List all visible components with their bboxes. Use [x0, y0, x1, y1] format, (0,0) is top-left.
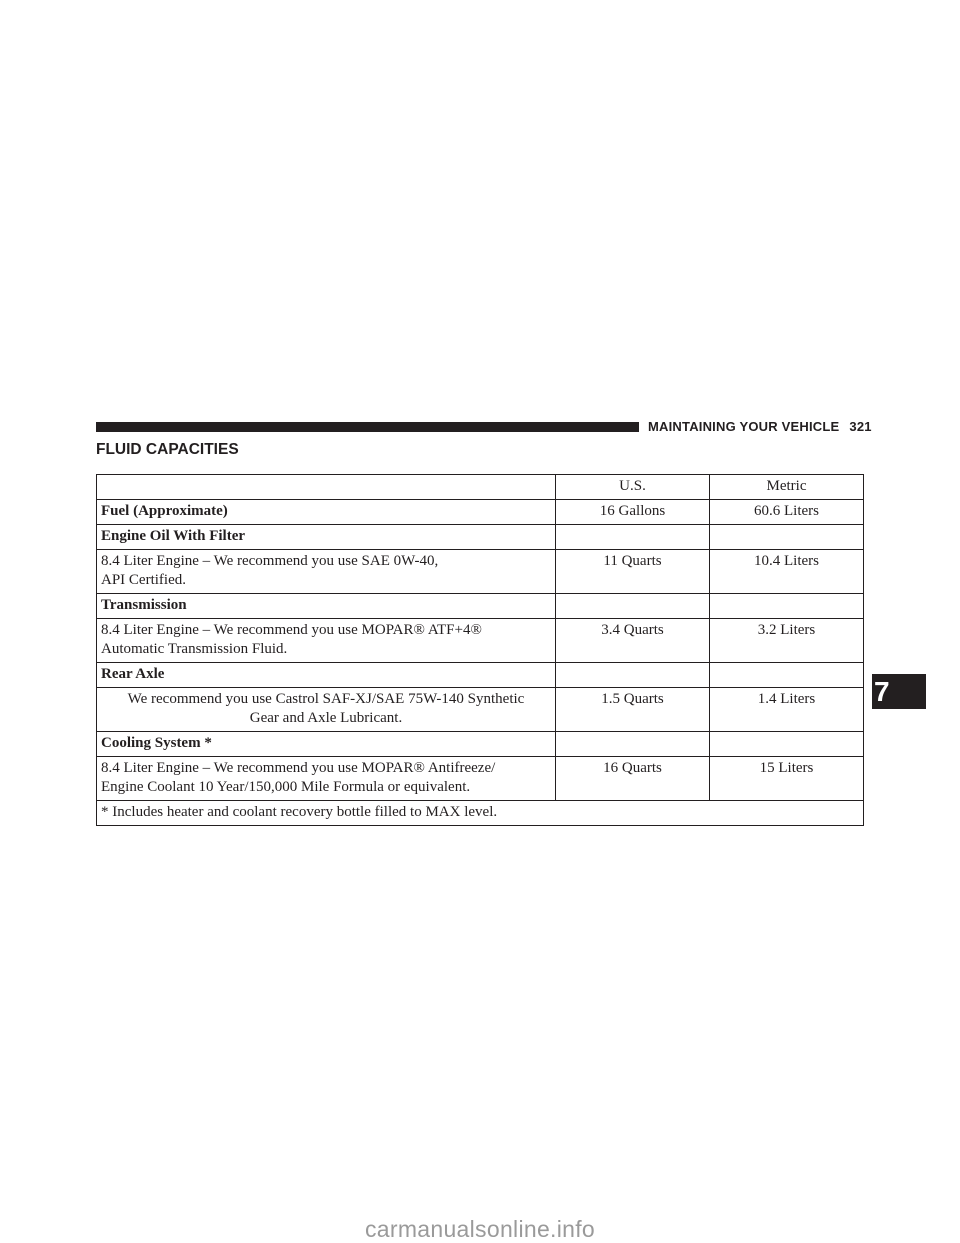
table-row: [97, 663, 864, 688]
table-row: [97, 550, 864, 594]
row-label: Engine Oil With Filter: [97, 525, 556, 550]
fluid-capacities-table: [96, 474, 864, 826]
table-row: [97, 525, 864, 550]
description-line: 8.4 Liter Engine – We recommend you use MOPAR® Antifreeze/: [101, 760, 496, 776]
section-label: MAINTAINING YOUR VEHICLE: [648, 419, 840, 434]
metric-value: [710, 525, 864, 550]
watermark: carmanualsonline.info: [364, 1216, 596, 1242]
table-row: [97, 732, 864, 757]
row-label: Rear Axle: [97, 663, 556, 688]
header-cell-us: U.S.: [556, 475, 710, 500]
header-cell-metric: Metric: [710, 475, 864, 500]
metric-value: 10.4 Liters: [710, 550, 864, 594]
us-value: 3.4 Quarts: [556, 619, 710, 663]
row-label: Transmission: [97, 594, 556, 619]
row-label: Cooling System *: [97, 732, 556, 757]
metric-value: 1.4 Liters: [710, 688, 864, 732]
us-value: 16 Quarts: [556, 757, 710, 801]
chapter-tab: 7: [872, 674, 926, 709]
page-number: 321: [849, 419, 872, 434]
metric-value: [710, 594, 864, 619]
description-line: Engine Coolant 10 Year/150,000 Mile Formula or equivalent.: [101, 779, 471, 795]
metric-value: [710, 663, 864, 688]
table-row: [97, 619, 864, 663]
us-value: 16 Gallons: [556, 500, 710, 525]
table-row: [97, 594, 864, 619]
table-row: [97, 688, 864, 732]
us-value: 11 Quarts: [556, 550, 710, 594]
description-line: API Certified.: [101, 572, 186, 588]
table-footnote: * Includes heater and coolant recovery bottle filled to MAX level.: [97, 801, 864, 826]
us-value: [556, 594, 710, 619]
header-rule: [96, 422, 639, 432]
us-value: [556, 732, 710, 757]
header-cell-item: [97, 475, 556, 500]
us-value: 1.5 Quarts: [556, 688, 710, 732]
metric-value: [710, 732, 864, 757]
description-line: Gear and Axle Lubricant.: [249, 710, 403, 726]
row-description: [97, 688, 556, 732]
table-row: [97, 757, 864, 801]
description-line: 8.4 Liter Engine – We recommend you use MOPAR® ATF+4®: [101, 622, 482, 638]
row-description: [97, 757, 556, 801]
page-title: FLUID CAPACITIES: [96, 441, 239, 458]
description-line: 8.4 Liter Engine – We recommend you use SAE 0W-40,: [101, 553, 439, 569]
table-footnote-row: [97, 801, 864, 826]
description-line: We recommend you use Castrol SAF-XJ/SAE 75W-140 Synthetic: [127, 691, 525, 707]
running-header: [648, 419, 872, 434]
row-description: [97, 550, 556, 594]
metric-value: 3.2 Liters: [710, 619, 864, 663]
table-header-row: [97, 475, 864, 500]
row-description: [97, 619, 556, 663]
us-value: [556, 525, 710, 550]
metric-value: 15 Liters: [710, 757, 864, 801]
table-row: [97, 500, 864, 525]
us-value: [556, 663, 710, 688]
metric-value: 60.6 Liters: [710, 500, 864, 525]
description-line: Automatic Transmission Fluid.: [101, 641, 288, 657]
row-label: Fuel (Approximate): [97, 500, 556, 525]
